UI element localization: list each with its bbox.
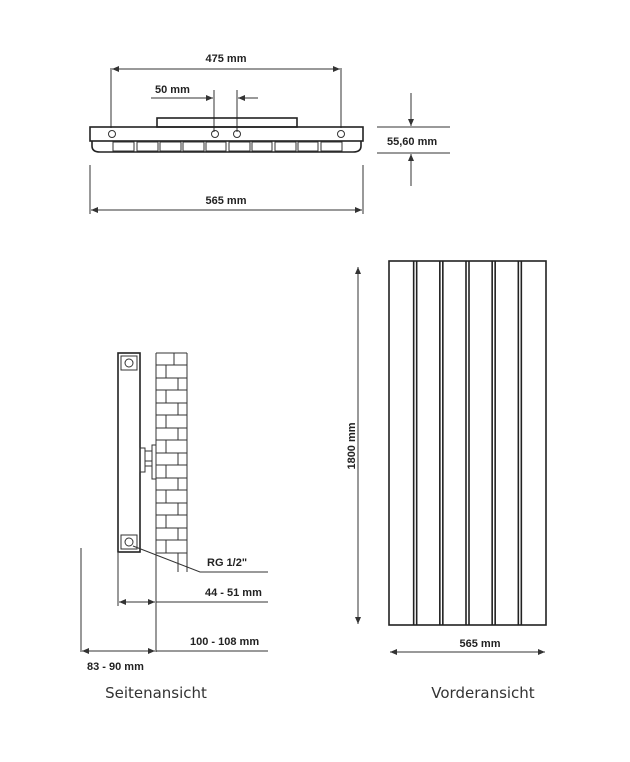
dim-clearance-label: 44 - 51 mm [205,587,262,599]
top-connector-box [121,356,137,370]
dim-total-label: 100 - 108 mm [190,636,260,648]
top-connector-icon [125,359,133,367]
dim-565-label: 565 mm [205,195,247,207]
dim-width-label: 565 mm [459,638,501,650]
front-view [346,261,546,702]
dim-475-label: 475 mm [205,53,247,65]
wall-mount-bracket [140,445,156,479]
side-view-caption: Seitenansicht [105,684,207,702]
dim-axis-label: 83 - 90 mm [87,661,144,673]
panel-cells [113,142,342,151]
connection-label: RG 1/2" [207,557,248,569]
dim-50-label: 50 mm [155,84,190,96]
radiator-top-profile [90,127,363,141]
front-view-caption: Vorderansicht [431,684,535,702]
panel-dividers [414,261,522,625]
brick-wall [156,353,187,572]
radiator-front-body [389,261,546,625]
side-view [81,353,268,702]
connection-leader-line [133,546,268,572]
radiator-side-body [118,353,140,552]
mount-hole-center-left [212,131,219,138]
mount-hole-left [109,131,116,138]
wall-bracket [157,118,297,127]
top-view [90,53,450,214]
mount-hole-right [338,131,345,138]
dim-depth-label: 55,60 mm [387,136,438,148]
bottom-connector-icon [125,538,133,546]
dim-height-label: 1800 mm [346,422,358,470]
